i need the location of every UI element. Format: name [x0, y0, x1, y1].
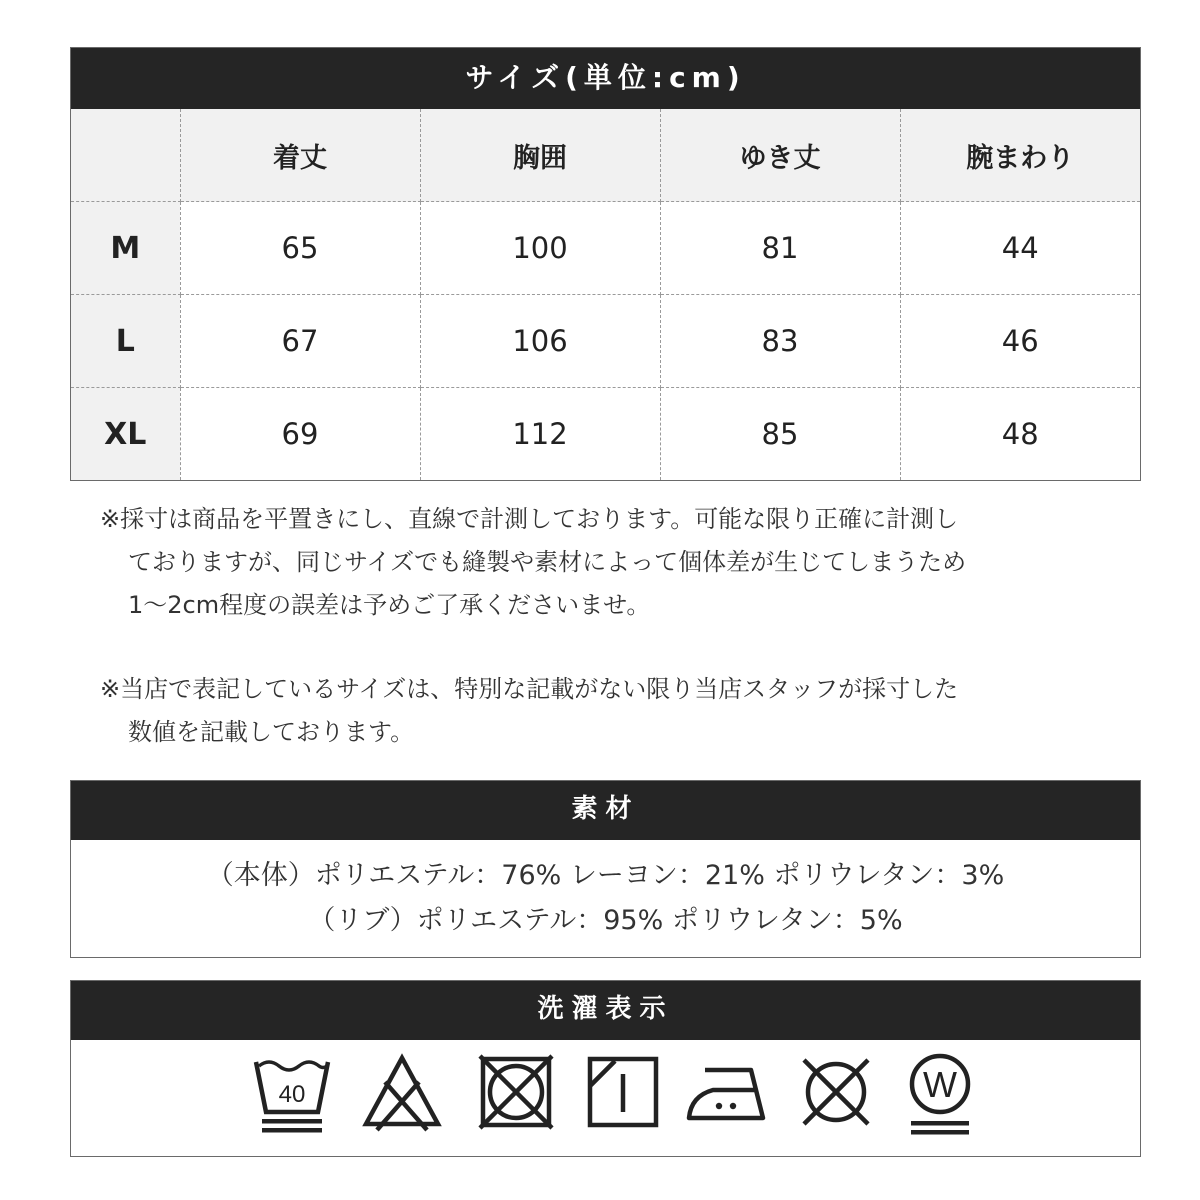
- size-chart: [70, 47, 1141, 481]
- note-measurement-method: [100, 498, 1110, 627]
- cell-chest: 100: [420, 202, 660, 295]
- cell-chest: 106: [420, 295, 660, 388]
- material-line-body: （本体）ポリエステル：76% レーヨン：21% ポリウレタン：3%: [206, 860, 1005, 891]
- iron-medium-icon: [683, 1052, 773, 1134]
- row-label-size: L: [71, 295, 180, 388]
- cell-sleeve: 85: [660, 388, 900, 481]
- cell-arm: 46: [900, 295, 1140, 388]
- wash-icon-row: [71, 1040, 1140, 1156]
- wash-40-icon: [251, 1052, 333, 1134]
- column-header-chest: 胸囲: [420, 109, 660, 202]
- size-table-corner-cell: [71, 109, 180, 202]
- wet-clean-label: W: [923, 1064, 957, 1105]
- cell-sleeve: 81: [660, 202, 900, 295]
- table-row: [71, 388, 1140, 481]
- column-header-length: 着丈: [180, 109, 420, 202]
- cell-arm: 48: [900, 388, 1140, 481]
- note-line: 1～2cm程度の誤差は予めご了承くださいませ。: [128, 591, 651, 619]
- material-line-rib: （リブ）ポリエステル：95% ポリウレタン：5%: [308, 905, 903, 936]
- no-tumble-dry-icon: [476, 1052, 558, 1134]
- cell-length: 69: [180, 388, 420, 481]
- line-dry-icon: [583, 1052, 665, 1134]
- size-table: [71, 109, 1140, 480]
- note-line: 数値を記載しております。: [128, 718, 415, 746]
- material-section: [70, 780, 1141, 958]
- washing-title: 洗濯表示: [71, 981, 1140, 1040]
- size-chart-title: サイズ(単位:cm): [71, 48, 1140, 109]
- no-dry-clean-icon: [796, 1052, 878, 1134]
- wet-clean-icon: [905, 1052, 987, 1144]
- washing-section: [70, 980, 1141, 1157]
- column-header-arm: 腕まわり: [900, 109, 1140, 202]
- no-bleach-icon: [361, 1052, 443, 1134]
- note-line: ておりますが、同じサイズでも縫製や素材によって個体差が生じてしまうため: [128, 548, 967, 576]
- cell-sleeve: 83: [660, 295, 900, 388]
- measurement-notes: [100, 498, 1110, 754]
- note-size-source: [100, 668, 1110, 754]
- table-row: [71, 202, 1140, 295]
- table-row: [71, 295, 1140, 388]
- size-table-header-row: [71, 109, 1140, 202]
- material-title: 素材: [71, 781, 1140, 840]
- wash-temperature-label: 40: [278, 1081, 306, 1108]
- note-line: ※採寸は商品を平置きにし、直線で計測しております。可能な限り正確に計測し: [100, 505, 959, 533]
- material-body: [71, 840, 1140, 943]
- cell-arm: 44: [900, 202, 1140, 295]
- cell-chest: 112: [420, 388, 660, 481]
- cell-length: 65: [180, 202, 420, 295]
- cell-length: 67: [180, 295, 420, 388]
- column-header-sleeve: ゆき丈: [660, 109, 900, 202]
- note-line: ※当店で表記しているサイズは、特別な記載がない限り当店スタッフが採寸した: [100, 675, 959, 703]
- row-label-size: M: [71, 202, 180, 295]
- row-label-size: XL: [71, 388, 180, 481]
